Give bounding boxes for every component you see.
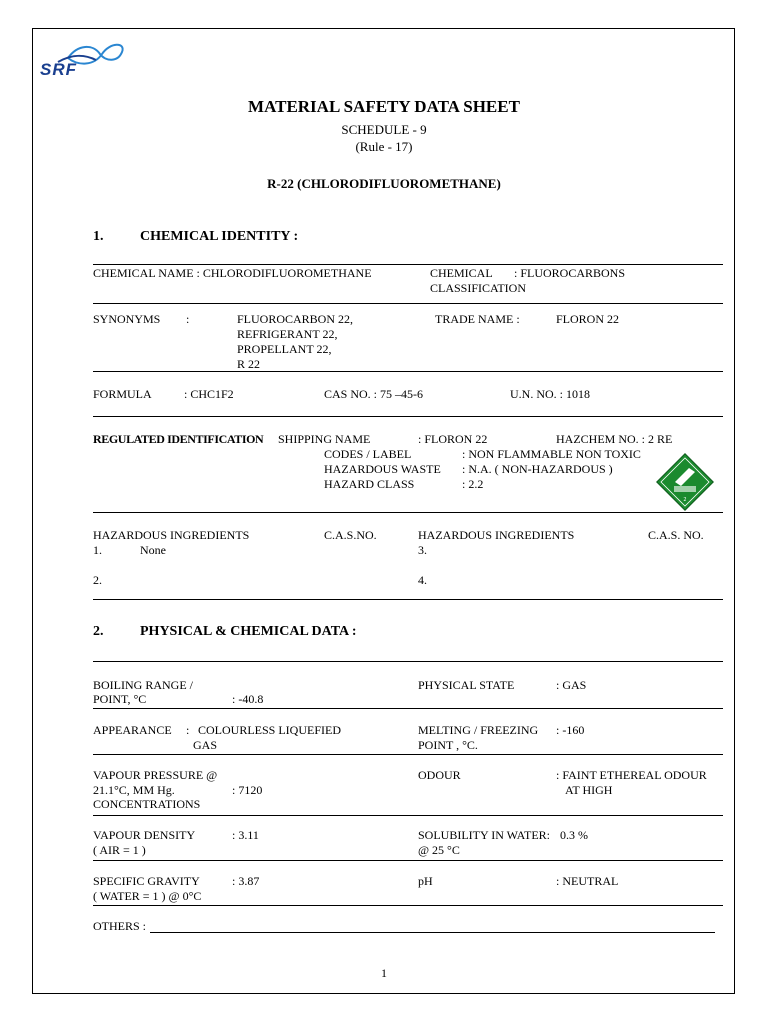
solubility-value: 0.3 %	[560, 828, 588, 842]
classification-value: : FLUOROCARBONS	[514, 266, 626, 280]
codes-value: : NON FLAMMABLE NON TOXIC	[462, 447, 641, 461]
appearance-colon: :	[186, 723, 190, 737]
ph-value: : NEUTRAL	[556, 874, 619, 888]
formula-value: : CHC1F2	[184, 387, 234, 401]
vapour-pressure-value: : 7120	[232, 783, 263, 797]
divider	[93, 264, 723, 265]
ingredient-name: None	[140, 543, 166, 557]
cas-header-left: C.A.S.NO.	[324, 528, 377, 542]
section-1-title: CHEMICAL IDENTITY :	[140, 229, 299, 244]
schedule-label: SCHEDULE - 9	[341, 122, 427, 137]
synonym-item: R 22	[237, 357, 261, 371]
vapour-pressure-label: VAPOUR PRESSURE @	[93, 768, 218, 782]
hazardous-waste-value: : N.A. ( NON-HAZARDOUS )	[462, 462, 613, 476]
shipping-name-label: SHIPPING NAME	[278, 432, 371, 446]
regulated-identification-label: REGULATED IDENTIFICATION	[93, 432, 264, 446]
ingredients-header-left: HAZARDOUS INGREDIENTS	[93, 528, 250, 542]
synonym-item: FLUOROCARBON 22,	[237, 312, 354, 326]
ph-label: pH	[418, 874, 433, 888]
boiling-label-unit: POINT, °C	[93, 692, 147, 706]
solubility-label: SOLUBILITY IN WATER:	[418, 828, 550, 842]
shipping-name-value: : FLORON 22	[418, 432, 488, 446]
chemical-label: CHEMICAL	[430, 266, 493, 280]
classification-label: CLASSIFICATION	[430, 281, 527, 295]
product-name: R-22 (CHLORODIFLUOROMETHANE)	[267, 176, 501, 191]
appearance-value: COLOURLESS LIQUEFIED	[198, 723, 341, 737]
appearance-label: APPEARANCE	[93, 723, 172, 737]
page-number: 1	[381, 966, 387, 980]
melting-value: : -160	[556, 723, 585, 737]
divider	[93, 371, 723, 372]
document-title: MATERIAL SAFETY DATA SHEET	[248, 97, 520, 116]
un-number: U.N. NO. : 1018	[510, 387, 590, 401]
section-1-number: 1.	[93, 229, 104, 244]
hazard-class-value: : 2.2	[462, 477, 484, 491]
vapour-pressure-label-cont: CONCENTRATIONS	[93, 797, 201, 811]
others-label: OTHERS :	[93, 919, 147, 933]
divider	[93, 416, 723, 417]
odour-label: ODOUR	[418, 768, 461, 782]
ingredients-header-right: HAZARDOUS INGREDIENTS	[418, 528, 575, 542]
odour-value: : FAINT ETHEREAL ODOUR	[556, 768, 707, 782]
vapour-density-value: : 3.11	[232, 828, 259, 842]
boiling-value: : -40.8	[232, 692, 264, 706]
formula-label: FORMULA	[93, 387, 152, 401]
trade-name-label: TRADE NAME :	[435, 312, 520, 326]
hazard-class-label: HAZARD CLASS	[324, 477, 415, 491]
synonyms-label: SYNONYMS	[93, 312, 161, 326]
svg-text:2: 2	[683, 497, 687, 503]
logo-text: SRF	[40, 60, 77, 79]
divider	[93, 303, 723, 304]
hazchem-number: HAZCHEM NO. : 2 RE	[556, 432, 673, 446]
divider	[93, 708, 723, 709]
srf-logo	[38, 40, 128, 86]
synonym-item: REFRIGERANT 22,	[237, 327, 338, 341]
physical-state-value: : GAS	[556, 678, 587, 692]
chemical-name: CHEMICAL NAME : CHLORODIFLUOROMETHANE	[93, 266, 372, 280]
physical-state-label: PHYSICAL STATE	[418, 678, 515, 692]
section-2-title: PHYSICAL & CHEMICAL DATA :	[140, 624, 357, 639]
ingredient-number: 4.	[418, 573, 427, 587]
odour-value-cont: AT HIGH	[565, 783, 613, 797]
divider	[93, 599, 723, 600]
non-flammable-gas-diamond-icon	[655, 452, 715, 512]
boiling-label: BOILING RANGE /	[93, 678, 193, 692]
appearance-value-cont: GAS	[193, 738, 218, 752]
vapour-density-label-unit: ( AIR = 1 )	[93, 843, 146, 857]
solubility-label-unit: @ 25 °C	[418, 843, 460, 857]
hazardous-waste-label: HAZARDOUS WASTE	[324, 462, 441, 476]
melting-label-unit: POINT , °C.	[418, 738, 478, 752]
divider	[93, 661, 723, 662]
divider	[93, 905, 723, 906]
section-2-number: 2.	[93, 624, 104, 639]
rule-label: (Rule - 17)	[355, 139, 413, 154]
divider	[93, 860, 723, 861]
specific-gravity-label-unit: ( WATER = 1 ) @ 0°C	[93, 889, 202, 903]
divider	[93, 815, 723, 816]
others-line	[150, 932, 715, 933]
specific-gravity-label: SPECIFIC GRAVITY	[93, 874, 200, 888]
ingredient-number: 3.	[418, 543, 427, 557]
codes-label: CODES / LABEL	[324, 447, 412, 461]
cas-number: CAS NO. : 75 –45-6	[324, 387, 424, 401]
cas-header-right: C.A.S. NO.	[648, 528, 704, 542]
divider	[93, 512, 723, 513]
vapour-pressure-label-unit: 21.1°C, MM Hg.	[93, 783, 175, 797]
ingredient-number: 1.	[93, 543, 102, 557]
synonym-item: PROPELLANT 22,	[237, 342, 332, 356]
melting-label: MELTING / FREEZING	[418, 723, 539, 737]
ingredient-number: 2.	[93, 573, 102, 587]
vapour-density-label: VAPOUR DENSITY	[93, 828, 196, 842]
synonyms-colon: :	[186, 312, 190, 326]
specific-gravity-value: : 3.87	[232, 874, 260, 888]
trade-name-value: FLORON 22	[556, 312, 620, 326]
divider	[93, 754, 723, 755]
